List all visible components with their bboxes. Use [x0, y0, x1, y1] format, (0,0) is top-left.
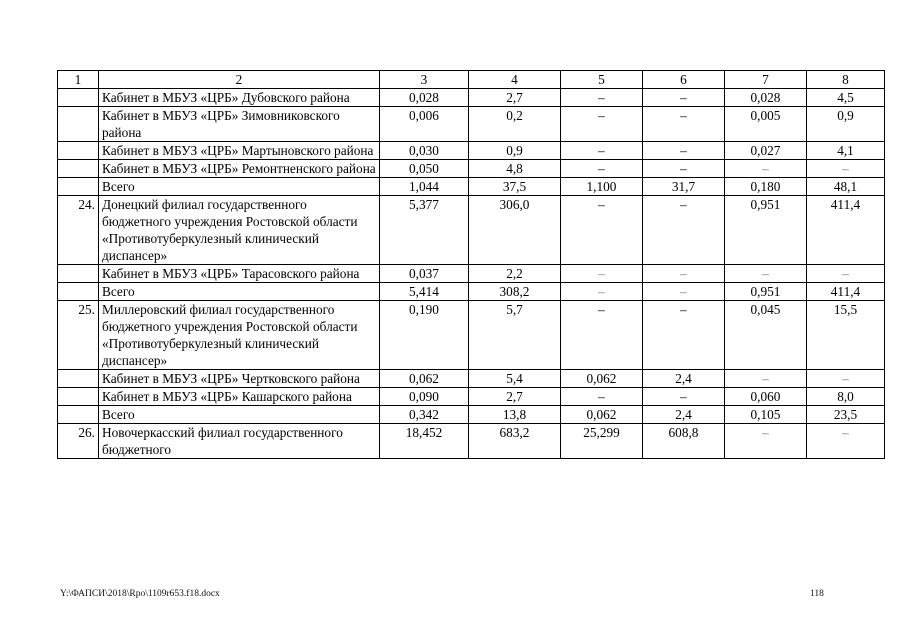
- value-col-3: 0,006: [380, 107, 469, 142]
- value-col-8: 4,5: [807, 89, 885, 107]
- value-col-3: 18,452: [380, 424, 469, 459]
- value-col-8: 8,0: [807, 388, 885, 406]
- value-col-5: –: [561, 160, 643, 178]
- value-col-7: 0,951: [725, 196, 807, 265]
- value-col-5: –: [561, 301, 643, 370]
- value-col-4: 306,0: [469, 196, 561, 265]
- value-col-6: 31,7: [643, 178, 725, 196]
- value-col-4: 2,2: [469, 265, 561, 283]
- value-col-6: 608,8: [643, 424, 725, 459]
- value-col-8: 411,4: [807, 283, 885, 301]
- row-number: [58, 388, 99, 406]
- table-row: [58, 89, 885, 107]
- institution-name: Кабинет в МБУЗ «ЦРБ» Тарасовского района: [99, 265, 380, 283]
- value-col-4: 2,7: [469, 388, 561, 406]
- header-cell: 1: [58, 71, 99, 89]
- table-row: [58, 265, 885, 283]
- institution-name: Кабинет в МБУЗ «ЦРБ» Дубовского района: [99, 89, 380, 107]
- row-number: [58, 283, 99, 301]
- row-number: [58, 370, 99, 388]
- row-number: 26.: [58, 424, 99, 459]
- row-number: [58, 142, 99, 160]
- value-col-4: 2,7: [469, 89, 561, 107]
- value-col-3: 0,062: [380, 370, 469, 388]
- value-col-8: –: [807, 160, 885, 178]
- value-col-7: 0,105: [725, 406, 807, 424]
- table-row: [58, 424, 885, 459]
- value-col-6: 2,4: [643, 406, 725, 424]
- value-col-3: 0,037: [380, 265, 469, 283]
- table-row: [58, 388, 885, 406]
- row-number: 24.: [58, 196, 99, 265]
- value-col-4: 4,8: [469, 160, 561, 178]
- header-row: [58, 71, 885, 89]
- page-number: 118: [810, 589, 824, 599]
- institution-name: Кабинет в МБУЗ «ЦРБ» Мартыновского района: [99, 142, 380, 160]
- value-col-5: –: [561, 196, 643, 265]
- institution-name: Кабинет в МБУЗ «ЦРБ» Кашарского района: [99, 388, 380, 406]
- value-col-7: 0,180: [725, 178, 807, 196]
- value-col-6: –: [643, 107, 725, 142]
- institution-name: Всего: [99, 178, 380, 196]
- value-col-3: 5,377: [380, 196, 469, 265]
- value-col-4: 13,8: [469, 406, 561, 424]
- value-col-3: 0,028: [380, 89, 469, 107]
- value-col-4: 5,4: [469, 370, 561, 388]
- table-row: [58, 370, 885, 388]
- value-col-6: –: [643, 301, 725, 370]
- value-col-6: –: [643, 142, 725, 160]
- value-col-7: –: [725, 265, 807, 283]
- value-col-7: 0,005: [725, 107, 807, 142]
- row-number: [58, 406, 99, 424]
- value-col-4: 308,2: [469, 283, 561, 301]
- data-table: [57, 70, 885, 459]
- header-cell: 5: [561, 71, 643, 89]
- header-cell: 3: [380, 71, 469, 89]
- institution-name: Кабинет в МБУЗ «ЦРБ» Ремонтненского района: [99, 160, 380, 178]
- institution-name: Кабинет в МБУЗ «ЦРБ» Зимовниковского района: [99, 107, 380, 142]
- value-col-8: –: [807, 424, 885, 459]
- row-number: 25.: [58, 301, 99, 370]
- value-col-5: –: [561, 388, 643, 406]
- value-col-7: 0,028: [725, 89, 807, 107]
- value-col-3: 1,044: [380, 178, 469, 196]
- value-col-7: 0,045: [725, 301, 807, 370]
- value-col-7: 0,027: [725, 142, 807, 160]
- value-col-5: 0,062: [561, 406, 643, 424]
- institution-name: Кабинет в МБУЗ «ЦРБ» Чертковского района: [99, 370, 380, 388]
- value-col-6: –: [643, 283, 725, 301]
- institution-name: Всего: [99, 406, 380, 424]
- value-col-5: –: [561, 142, 643, 160]
- value-col-8: 0,9: [807, 107, 885, 142]
- value-col-3: 0,190: [380, 301, 469, 370]
- value-col-3: 0,090: [380, 388, 469, 406]
- value-col-8: 48,1: [807, 178, 885, 196]
- value-col-5: –: [561, 89, 643, 107]
- row-number: [58, 107, 99, 142]
- table-row: [58, 142, 885, 160]
- value-col-6: –: [643, 160, 725, 178]
- value-col-5: 1,100: [561, 178, 643, 196]
- value-col-5: –: [561, 265, 643, 283]
- value-col-6: –: [643, 196, 725, 265]
- row-number: [58, 160, 99, 178]
- value-col-7: –: [725, 160, 807, 178]
- table-row: [58, 283, 885, 301]
- value-col-7: –: [725, 424, 807, 459]
- value-col-4: 37,5: [469, 178, 561, 196]
- row-number: [58, 89, 99, 107]
- row-number: [58, 178, 99, 196]
- header-cell: 7: [725, 71, 807, 89]
- table-row: [58, 160, 885, 178]
- institution-name: Всего: [99, 283, 380, 301]
- institution-name: Новочеркасский филиал государственного бюджетного: [99, 424, 380, 459]
- value-col-3: 0,050: [380, 160, 469, 178]
- value-col-6: –: [643, 388, 725, 406]
- header-cell: 4: [469, 71, 561, 89]
- value-col-7: 0,060: [725, 388, 807, 406]
- header-cell: 8: [807, 71, 885, 89]
- value-col-8: 4,1: [807, 142, 885, 160]
- value-col-3: 0,030: [380, 142, 469, 160]
- table-row: [58, 301, 885, 370]
- document-path: Y:\ФАПСИ\2018\Rpo\1109r653.f18.docx: [60, 589, 220, 599]
- header-cell: 2: [99, 71, 380, 89]
- table-row: [58, 196, 885, 265]
- table-row: [58, 178, 885, 196]
- table-row: [58, 406, 885, 424]
- value-col-4: 0,2: [469, 107, 561, 142]
- institution-name: Донецкий филиал государственного бюджетного учреждения Ростовской области «Противотуберкулезный клинический диспансер»: [99, 196, 380, 265]
- header-cell: 6: [643, 71, 725, 89]
- value-col-8: –: [807, 370, 885, 388]
- value-col-5: –: [561, 283, 643, 301]
- value-col-6: 2,4: [643, 370, 725, 388]
- value-col-5: 25,299: [561, 424, 643, 459]
- value-col-7: –: [725, 370, 807, 388]
- value-col-6: –: [643, 89, 725, 107]
- value-col-5: 0,062: [561, 370, 643, 388]
- value-col-8: 15,5: [807, 301, 885, 370]
- institution-name: Миллеровский филиал государственного бюджетного учреждения Ростовской области «Противотуберкулезный клинический диспансер»: [99, 301, 380, 370]
- value-col-8: 411,4: [807, 196, 885, 265]
- value-col-3: 5,414: [380, 283, 469, 301]
- value-col-6: –: [643, 265, 725, 283]
- value-col-4: 0,9: [469, 142, 561, 160]
- value-col-4: 683,2: [469, 424, 561, 459]
- table-row: [58, 107, 885, 142]
- value-col-7: 0,951: [725, 283, 807, 301]
- value-col-8: 23,5: [807, 406, 885, 424]
- value-col-5: –: [561, 107, 643, 142]
- value-col-8: –: [807, 265, 885, 283]
- row-number: [58, 265, 99, 283]
- value-col-4: 5,7: [469, 301, 561, 370]
- value-col-3: 0,342: [380, 406, 469, 424]
